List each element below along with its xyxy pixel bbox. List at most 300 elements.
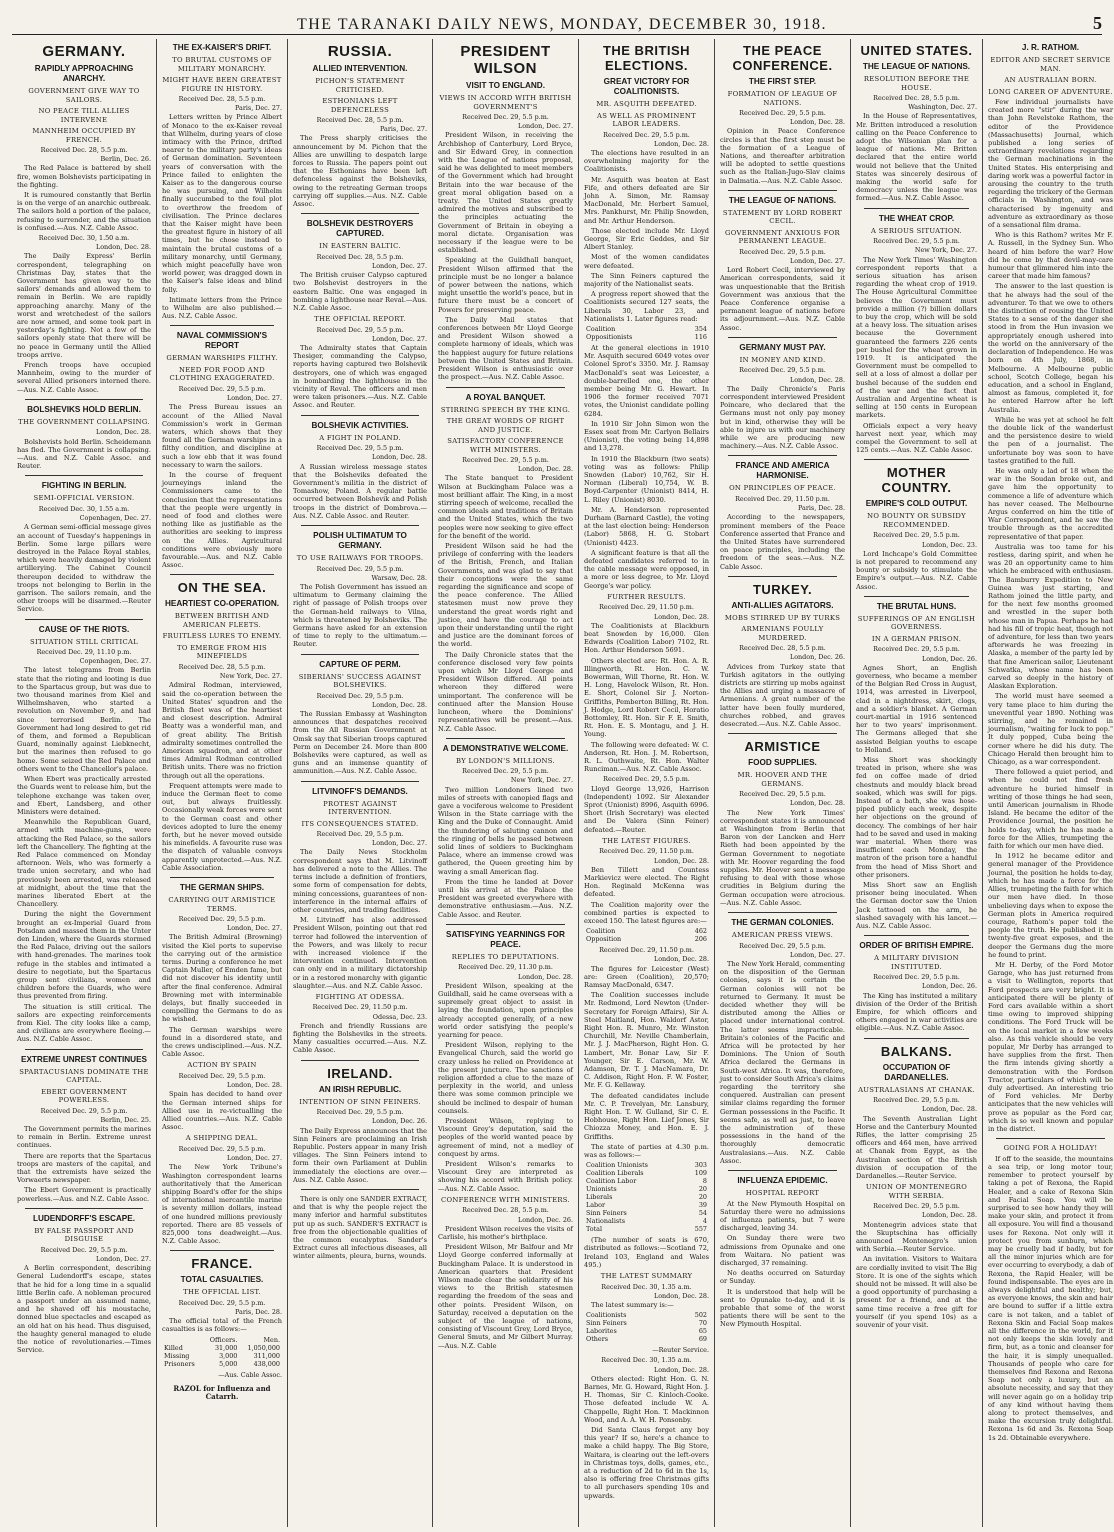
article-paragraph: The Russian Embassy at Washington announces that despatches received from the All Russian Government at Omsk say that Siberian troops captured Perm on December 24. More than 800 Bolsheviks were captured, as well as guns and an immense quantity of ammunition.—Aus. N.Z. Cable Assoc. [293,709,427,776]
figures-table [584,1161,709,1233]
dateline: Received Dec. 29, 5.5 p.m. [40,1245,128,1254]
article-subheading: GOVERNMENT ANXIOUS FOR PERMANENT LEAGUE. [725,228,840,246]
dateline: Received Dec. 29, 5.5 p.m. [873,645,960,654]
article-paragraph: The Sinn Feiners captured the majority of the Nationalist seats. [584,271,709,288]
article-paragraph: In 1910 the Blackburn (two seats) voting was as follows: Philip Snowden (Labor) 10,762, Sir H. Norman (Liberal) 10,754, W. B. Boyd-Carpenter (Unionist) 8414, H. L. Riley (Unionist) 8030. [584,454,709,504]
article-paragraph: The Daily News Stockholm correspondent says that M. Litvinoff has delivered a note to the Allies. The terms include a definition of frontiers, some form of compensation for debts, mining concessions, guarantees of non-interference in the internal affairs of other countries, and trading facilities. [293,848,427,914]
table-header-cell [162,1336,203,1344]
figures-table [584,325,709,341]
table-row [584,1311,709,1319]
article-headline: POLISH ULTIMATUM TO GERMANY. [313,531,407,551]
article-subheading: THE GOVERNMENT COLLAPSING. [18,417,150,426]
article-subheading: AMERICAN PRESS VIEWS. [731,931,834,940]
table-row [584,1201,709,1209]
article-paragraph: A Berlin correspondent, describing General Ludendorff's escape, states that he hid for a long time in a squalid little Berlin cafe. A nobleman procured a passport under an assumed name, and he shaved off his moustache, donned blue spectacles and escaped as an old hat on his head. Thus disguised, the haughty general managed to elude the notice of revolutionaries.—Times Service. [17,1264,151,1355]
section-heading: TURKEY. [752,581,813,597]
placeline: New York, Dec. 27. [914,246,977,255]
article-paragraph: The Seventh Australian Light Horse and the Canterbury Mounted Rifles, the latter comprising 25 officers and 464 men, have arrived at Chanak from Egypt, as the Australian section of the British division of occupation of the Dardanelles.—Reuter Service. [856,1114,977,1180]
placeline: London, Dec. 28. [921,1211,977,1220]
table-cell: Total [586,1225,603,1234]
table-cell: Opposition [586,935,622,944]
article-headline: NAVAL COMMISSION'S REPORT [176,331,268,351]
article-subheading: A MILITARY DIVISION INSTITUTED. [874,954,959,971]
dateline: Received Dec. 28, 5.5 p.m. [316,252,404,261]
article-subheading: EBERT GOVERNMENT POWERLESS. [41,1087,127,1105]
table-cell: 303 [694,1161,707,1170]
article-paragraph: A progress report showed that the Coalitionists secured 127 seats, the Liberals 30, Labor 23, and Nationalists 1. Later figures read: [584,290,709,323]
article-paragraph: If off to the seaside, the mountains a sea trip, or long motor tour, remember to protect yourself by taking a pot of Rexona, the Rapid Healer, and a cake of Rexona Skin and Facial Soap. You will be surprised to see how handy they will make your skin, and protect it from all exposure. You will find a thousand uses for Rexona. Not only will it protect you from sunburn, which may be cruelly bad if badly, but for all the minor injuries which are for ever occurring to everybody, a dab of Rexona, the Rapid Healer, will be found indispensable. The eyes are in always delightful and healthy; but, as everyone knows, the skin and hair are bound to suffer if a little extra care is not taken, and a tablet of Rexona Skin and Facial Soap makes all the difference in the world, for it not only keeps the skin lovely and firm, but, as a tonic and cleanser for the hair, it is simply unequalled. Thousands of people who care for themselves find Rexona and Rexona Soap not only a luxury, but an absolute necessity, and say that they will never again go on a holiday trip of any kind without having them along to protect themselves, and make the excursion truly delightful. Rexona 1s 6d and 3s. Rexona Soap 1s 2d. Obtainable everywhere. [988,1154,1113,1442]
placeline: London, Dec. 27. [226,394,282,403]
dateline: Received Dec. 29, 5.5 p.m. [739,109,826,117]
placeline: New York, Dec. 27. [219,672,282,681]
column-divider-rule [864,935,969,936]
article-paragraph: Did Santa Claus forget any boy this year? If so, here's a chance to make a child happy. The Big Store, Waitara, is clearing out the left-overs in Christmas toys, dolls, games, etc., at a reduction of 2d to 6d in the 1s, also is offering free Christmas gifts to all purchasers spending 10s and upwards. [584,1426,709,1500]
article-paragraph: The Government permits the marines to remain in Berlin. Extreme unrest continues. [17,1125,151,1150]
article-subheading: ON PRINCIPLES OF PEACE. [729,484,836,493]
article-paragraph: President Wilson, replying to the Evangelical Church, said the world go crazy unless he relied on Providence at the present juncture. The sanctions of religion afforded a clue to the maze of perplexity in the world, and unless there was some common principle we should be inclined to despair of human counsels. [438,1041,573,1115]
table-cell: 502 [694,1311,707,1320]
article-paragraph: The New York Times' correspondent states it is announced at Washington from Berlin that Baron von der Lancken and Herr Rieth had been appointed by the German Government to negotiate with Mr. Hoover regarding the food supplies. Mr. Hoover sent a message refusing to deal with those whose crudities in Belgium during the German occupation were atrocious.—Aus. N.Z. Cable Assoc. [720,808,845,907]
placeline: New York, Dec. 27. [510,776,573,785]
table-cell: Killed [164,1343,183,1352]
figures-table [584,1311,709,1343]
section-heading: PRESIDENT WILSON [460,43,551,77]
column-5 [579,39,715,1527]
advertisement-line: RAZOL for Influenza and Catarrh. [173,1383,271,1402]
dateline: Received Dec. 28, 5.5 p.m. [316,116,404,124]
placeline: London, Dec. 28. [371,453,427,462]
article-headline: OCCUPATION OF DARDANELLES. [882,1062,951,1082]
article-headline: VISIT TO ENGLAND. [465,81,545,90]
dateline: Received Dec. 29, 5.5 p.m. [603,130,690,139]
placeline: London, Dec. 28. [226,1081,282,1090]
placeline: London, Dec. 27. [371,839,427,848]
column-divider-rule [728,1170,837,1171]
table-cell: 3,000 [219,1351,238,1360]
column-divider-rule [728,455,837,456]
dateline: Received Dec. 29, 5.5 p.m. [603,775,690,784]
article-headline: ORDER OF BRITISH EMPIRE. [859,941,974,951]
article-paragraph: The Daily Chronicle's Paris correspondent interviewed President Poincare, who declared that the Germans must not only pay money but in kind, otherwise they will be able to injure us with our machinery while we are producing new machinery.—Aus. N.Z. Cable Assoc. [720,384,845,451]
article-paragraph: The world must have seemed a very tame place to him during the uneventful year 1890. Nothing was stirring, and he remained in journalism, "waiting for luck to pop." It duly popped, Cuba being the corner where he did his duty. The Chicago Herald then brought him to Chicago, as a war correspondent. [988,692,1113,767]
article-paragraph: It is understood that help will be sent to Opunake to-day, and it is probable that some of the worst patients there will be sent to the New Plymouth Hospital. [720,1287,845,1329]
dateline: Received Dec. 29, 5.5 p.m. [316,444,404,453]
article-headline: EXTREME UNREST CONTINUES [20,1054,147,1064]
article-paragraph: The latest summary is:— [591,1300,674,1309]
article-paragraph: The Daily Express' Berlin correspondent, telegraphing on Christmas Day, states that the Government has given way to the sailors' demands and allowed them to remain in Berlin. We are rapidly approaching anarchy. Many of the worst and wretchedest of the sailors are now armed, and some took part in yesterday's fighting. Not a few of the sailors openly state that there will be no peace in Germany until the Allied troops arrive. [17,252,151,359]
article-paragraph: The official total of the French casualties is as follows:— [162,1317,282,1334]
table-row [584,1169,709,1177]
article-paragraph: Lloyd George 13,926, Harrison (Independent) 1092. Sir Alexander Sprot (Unionist) 8996, Asquith 6996. Short (Irish Secretary) was elected and De Valera (Sinn Feiner) defeated.—Reuter. [584,784,709,834]
dateline: Received Dec. 28, 5.5 p.m. [462,1206,549,1215]
column-divider-rule [728,190,837,191]
article-subheading: CARRYING OUT ARMISTICE TERMS. [168,896,276,913]
article-paragraph: (The number of seats is 670, distributed as follows:—Scotland 72, Ireland 103, England and Wales 495.) [584,1236,709,1269]
dateline: Received Dec. 29, 5.5 p.m. [178,1071,266,1080]
article-paragraph: The Daily Mail states that conferences between Mr Lloyd George and President Wilson showed a complete harmony of ideals, which was the happiest augury for future relations between the United States and Britain. President Wilson is enthusiastic over the prospect.—Aus. N.Z. Cable Assoc. [438,315,573,382]
dateline: Received Dec. 29, 5.5 p.m. [316,325,404,334]
article-headline: THE GERMAN SHIPS. [179,883,265,893]
article-paragraph: An invitation. Visitors to Waitara are cordially invited to visit The Big Store. It is one of the sights which should not be missed. It will also be a good opportunity of purchasing a present for a friend, and at the same time receive a free gift for yourself (if you spend 10s) as a souvenir of your visit. [856,1255,977,1330]
article-subheading: A SERIOUS SITUATION. [870,226,962,235]
article-headline: GREAT VICTORY FOR COALITIONISTS. [603,77,690,96]
article-subheading: PICHON'S STATEMENT CRITICISED. [315,77,405,94]
table-row [584,1209,709,1217]
article-headline: GERMANY MUST PAY. [739,342,826,352]
column-divider-rule [446,738,565,739]
column-divider-rule [446,387,565,388]
dateline: Received Dec. 30, 1.55 a.m. [38,504,130,513]
dateline: Received Dec. 29, 11.50 p.m. [312,1003,408,1012]
dateline: Received Dec. 29, 5.5 p.m. [316,1108,404,1117]
article-subheading: SIBERIANS' SUCCESS AGAINST BOLSHEVIKS. [298,672,422,690]
dateline: Received Dec. 29, 5.5 p.m. [462,767,549,776]
article-subheading: FRUITLESS LURES TO ENEMY. [162,632,282,641]
article-paragraph: The state of parties at 4.30 p.m. was as follows:— [584,1142,709,1160]
article-subheading: AS WELL AS PROMINENT LABOR LEADERS. [597,111,696,128]
section-heading: GERMANY. [42,43,126,60]
table-cell: 39 [698,1201,707,1210]
article-paragraph: President Wilson, replying to Viscount Grey's deputation, said the peoples of the world wanted peace by agreement of mind, not a medley of conquest by arms. [438,1117,573,1158]
article-subheading: AUSTRALASIANS AT CHANAK. [858,1085,975,1094]
table-cell: 5,000 [219,1359,238,1368]
article-headline: HEARTIEST CO-OPERATION. [164,599,280,609]
column-divider-rule [446,924,565,925]
dateline: Received Dec. 29, 5.5 p.m. [316,830,404,839]
placeline: Berlin, Dec. 25. [100,1115,151,1124]
placeline: —Reuter Service. [652,1346,709,1355]
placeline: Copenhagen, Dec. 27. [79,514,151,523]
placeline: London, Dec. 26. [371,1117,427,1126]
article-subheading: THE GREAT WORDS OF RIGHT AND JUSTICE. [446,417,565,434]
placeline: London, Dec. 26. [921,654,977,663]
article-paragraph: The State banquet to President Wilson at Buckingham Palace was a most brilliant affair. The King, in a most stirring speech of welcome, recalled the common ideals and traditions of Britain and the United States, which the two peoples were now seeking to give effect for the benefit of the world. [438,474,573,540]
article-headline: ANTI-ALLIES AGITATORS. [731,600,834,610]
table-row [162,1352,282,1360]
article-paragraph: Letters written by Prince Albert of Monaco to the ex-Kaiser reveal that Wilhelm, during years of close intimacy with the Prince, drifted nearer to the military party's ideas of German domination. Seventeen years of conversation with the Prince failed to enlighten the Kaiser as to the dangerous course he was pursuing, and Wilhelm finally succumbed to the foul plot to overthrow the freedom of civilisation. The Prince declares that the Kaiser might have been the greatest figure in history of all times, but he chose instead to maintain the brutal customs of a military monarchy, until Germany, which might peacefully have won world power, was dragged down in the Kaiser's false ideas and blind folly. [162,113,282,294]
article-paragraph: Mr. A. Henderson represented Durham (Barnard Castle), the voting at the last election being: Henderson (Labor) 5868, H. G. Stobart (Unionist) 4423. [584,505,709,547]
article-headline: THE GERMAN COLONIES. [731,918,834,928]
dateline: Received Dec. 29, 5.5 p.m. [316,564,404,573]
article-paragraph: French troops have occupied Mannheim, owing to the murder of several Allied prisoners interned there.—Aus. N.Z. Cable Assoc. [17,361,151,394]
placeline: London, Dec. 27. [226,924,282,933]
placeline: Washington, Dec. 27. [908,103,977,112]
article-subheading: THE LATEST SUMMARY [600,1272,693,1281]
placeline: London, Dec. 26. [921,982,977,991]
article-paragraph: Intimate letters from the Prince to Wilhelm are also published.—Aus. N.Z. Cable Assoc. [162,295,282,321]
column-7 [851,39,983,1527]
column-3 [288,39,433,1527]
placeline: London, Dec. 28. [789,118,845,127]
placeline: —Aus. Cable Assoc. [218,1370,282,1379]
section-heading: FRANCE. [191,1256,253,1272]
article-headline: THE EX-KAISER'S DRIFT. [172,43,272,52]
article-paragraph: The Daily Chronicle states that the conference disclosed very few points upon which Mr Lloyd George and President Wilson differed. All points whereon they differed were unimportant. The conference will be continued after the Mansion House luncheon, where the Dominions' representatives will be present.—Aus. N.Z. Cable Assoc. [438,650,573,733]
article-paragraph: The Coalition majority over the combined parties is expected to exceed 150. The latest figures are:— [584,900,709,925]
article-subheading: SITUATION STILL CRITICAL [30,637,138,646]
columns-container [12,39,1113,1527]
table-cell: Nationalists [586,1217,626,1226]
article-paragraph: Opinion in Peace Conference circles is that the first step must be the formation of a League of Nations, and thereafter arbitration will be adopted to settle questions such as the Italian-Jugo-Slav claims in Dalmatia.—Aus. N.Z. Cable Assoc. [720,127,845,185]
article-subheading: MANNHEIM OCCUPIED BY FRENCH. [32,127,136,144]
column-divider-rule [728,576,837,577]
column-divider-rule [864,459,969,460]
table-cell: Coalition Labor [586,1177,637,1186]
article-paragraph: The Red Palace is battered by shell fire, women Bolshevists participating in the fighting. [17,164,151,189]
masthead-title: THE TARANAKI DAILY NEWS, MONDAY, DECEMBER 30, 1918. [296,16,828,33]
article-headline: CAUSE OF THE RIOTS. [38,624,130,634]
table-cell: Missing [164,1351,190,1360]
article-paragraph: In 1910 Sir John Simon won the Essex seat from Mr. Carlyon Bellairs (Unionist), the voting being 14,898 and 13,278. [584,419,709,453]
placeline: London, Dec. 28. [517,465,573,474]
article-paragraph: The Coalitionists at Blackburn beat Snowden by 16,000. Glen Edwards (Coalition Labor) 7102, Rt. Hon. Arthur Henderson 5691. [584,621,709,655]
dateline: Received Dec. 30, 1.35 a.m. [601,1356,692,1365]
article-headline: TOTAL CASUALTIES. [180,1275,264,1285]
table-cell: Prisoners [164,1359,195,1368]
table-row [584,333,709,341]
table-cell: 116 [694,332,707,341]
table-row [584,1193,709,1201]
placeline: London, Dec. 28. [921,1105,977,1114]
article-subheading: SPARTACUSIANS DOMINATE THE CAPITAL. [19,1067,149,1085]
article-paragraph: French and friendly Russians are fighting the Bolsheviks in the streets. Many casualties occurred.—Aus. N.Z. Cable Assoc. [293,1021,427,1055]
article-paragraph: According to the newspapers, prominent members of the Peace Conference asserted that France and the United States have surrendered on peace principles, including the freedom of the seas.—Aus. N.Z. Cable Assoc. [720,513,845,571]
placeline: London, Dec. 27. [517,122,573,131]
placeline: London, Dec. 28. [653,612,709,621]
placeline: London, Dec. 28. [653,139,709,148]
dateline: Received Dec. 29, 11.50 p.m. [735,494,830,503]
article-headline: LUDENDORFF'S ESCAPE. [32,1213,136,1223]
article-paragraph: The Coalition successes include Mr. Redmond, Lord Newton (Under-Secretary for Foreign Affairs), Sir A. Steel Maitland, Hon. Waldorf Astor, Right Hon. R. Munro, Mr. Winston Churchill, Mr. Neville Chamberlain, Mr. J. J. MacPherson, Right Hon. G. Lambert, Mr. Bonar Law, Sir F. Younger, Sir E. Carson, Mr. W. Adamson, Dr. T. J. MacNamara, Dr. C. Addison, Right Hon. F. W. Foster, Mr. F. G. Kellaway. [584,991,709,1090]
dateline: Received Dec. 28, 5.5 p.m. [739,644,826,653]
column-divider-rule [301,415,419,416]
column-divider-rule [25,399,143,400]
dateline: Received Dec. 29, 5.5 p.m. [873,1096,960,1105]
table-cell: 206 [694,935,707,944]
article-paragraph: Speaking at the Guildhall banquet, President Wilson affirmed that the principle must be no longer a balance of power between the nations, which might unsettle the world's peace, but in future there must be a concert of Powers for preserving peace. [438,256,573,314]
placeline: Paris, Dec. 27. [380,125,427,134]
article-paragraph: Officials expect a very heavy harvest next year, which may compel the Government to sell at 125 cents.—Aus. N.Z. Cable Assoc. [856,421,977,455]
section-heading: ON THE SEA. [177,580,267,596]
dateline: Received Dec. 29, 5.5 p.m. [40,1106,128,1115]
article-headline: THE LEAGUE OF NATIONS. [862,62,971,71]
placeline: London, Dec. 27. [371,334,427,343]
article-subheading: TO BRUTAL CUSTOMS OF MILITARY MONARCHY. [172,56,272,73]
article-paragraph: The Polish Government has issued an ultimatum to Germany claiming the right of passage of Polish troops over the German-held railways to Vilna, which is threatened by Bolsheviks. The Germans have asked for an extension of time to reply to the ultimatum.—Reuter. [293,582,427,649]
table-row [584,1217,709,1225]
article-subheading: PROTEST AGAINST INTERVENTION. [323,799,397,817]
column-divider-rule [301,654,419,655]
placeline: London, Dec. 28. [517,972,573,981]
dateline: Received Dec. 29, 5.5 p.m. [873,973,960,982]
table-row [584,927,709,935]
placeline: Paris, Dec. 28. [235,1308,282,1317]
article-paragraph: President Wilson's remarks to Viscount Grey are interpreted as showing his accord with British policy.—Aus. N.Z. Cable Assoc. [438,1160,573,1193]
article-paragraph: The answer to the last question is that he always had the soul of the adventurer. To that we owe to others the distinction of rousing the United States to a sense of the danger she stood in from the Hun invasion we appropriately enough ushered into the world on the anniversary of the declaration of Independence. He was born on 4th July, 1868, in Melbourne. A Melbourne public school, Scotch College, began his education, and a school in England, almost as famous, completed it, for he entered Harrow after he left Australia. [988,282,1113,414]
figures-table [584,927,709,943]
article-headline: BOLSHEVIK ACTIVITIES. [311,420,409,430]
table-cell: 4 [702,1217,707,1226]
article-subheading: FIGHTING AT ODESSA. [315,992,405,1001]
article-paragraph: He was only a lad of 18 when the war in the Soudan broke out, and gave him the opportunity to commence a life of adventure which has never ceased. The Melbourne Argus conferred on him the title of War Correspondent, and he saw the trouble through as the accredited representative of that paper. [988,466,1113,541]
column-divider-rule [864,596,969,597]
article-subheading: IN EASTERN BALTIC. [319,242,401,251]
dateline: Received Dec. 29, 5.5 p.m. [462,456,549,464]
table-row [584,1185,709,1193]
article-subheading: CONFERENCE WITH MINISTERS. [441,1195,570,1204]
table-cell: Coalition Unionists [586,1161,648,1170]
article-paragraph: President Wilson, in receiving the Archbishop of Canterbury, Lord Bryce, and Sir Edward Grey, in connection with the League of nations proposal, said he was delighted to meet members of the Government which had brought Britain into the war because of the great moral obligation based on a treaty. The United States greatly admired the motives and subscribed to the principles actuating the Government of Britain in obeying a moral dictate. Organisation was necessary if the league were to be established. [438,131,573,255]
article-headline: A DEMONSTRATIVE WELCOME. [442,743,569,753]
table-row [584,1225,709,1233]
placeline: London, Dec. 27. [95,1255,151,1264]
article-subheading: TO USE RAILWAYS FOR TROOPS. [296,554,424,563]
column-divider-rule [728,337,837,338]
dateline: Received Dec. 29, 5.5 p.m. [178,1144,266,1153]
article-subheading: TO EMERGE FROM HIS MINEFIELDS [176,643,267,661]
placeline: London, Dec. 28. [653,1365,709,1374]
table-cell: 31,000 [214,1343,238,1352]
table-cell: Sinn Feiners [586,1319,627,1328]
article-subheading: VIEWS IN ACCORD WITH BRITISH GOVERNMENT'S [439,94,572,111]
dateline: Received Dec. 29, 5.5 p.m. [873,1202,960,1211]
table-row [162,1344,282,1352]
article-paragraph: Mr H. Derby, of the Ford Motor Garage, who has just returned from a visit to Wellington, reports that Ford prospects are very bright. It is anticipated there will be plenty of Ford cars available within a short time owing to improved shipping conditions. The Ford Truck will be on the local market in a few weeks also. As this vehicle should be very popular, Mr Derby has arranged to have supplies from the first. Then the firm intends giving shortly a demonstration with the Fordson Tractor, particulars of which will be duly advertised. An interesting trio of Ford vehicles. Mr Derby anticipates that the new vehicles will prove as popular as the Ford car, which is so well known and popular in the district. [988,960,1113,1133]
section-heading: ARMISTICE [744,739,821,755]
table-cell: 8 [702,1177,707,1186]
article-subheading: GOING FOR A HOLIDAY! [1003,1144,1098,1153]
table-row [584,1177,709,1185]
column-divider-rule [170,325,274,326]
article-headline: INFLUENZA EPIDEMIC. [737,1176,828,1186]
article-subheading: EDITOR AND SECRET SERVICE MAN. [990,56,1111,73]
dateline: Received Dec. 29, 11.50 p.m. [599,946,694,955]
article-paragraph: Ben Tillett and Countess Markievicz were elected. The Right Hon. Reginald McKenna was defeated. [584,865,709,899]
table-cell: 1,050,000 [247,1343,280,1352]
article-subheading: ITS CONSEQUENCES STATED. [301,819,419,828]
article-paragraph: It is rumoured constantly that Berlin is on the verge of an anarchic outbreak. The sailors hold a portion of the palace, refusing to surrender, and the situation is confused.—Aus. N.Z. Cable Assoc. [17,191,151,232]
table-cell: 354 [694,324,707,333]
table-cell: Sinn Feiners [586,1209,627,1218]
table-cell: Oppositionists [586,332,633,341]
article-paragraph: In 1912 he became editor and general manager of the Providence Journal, the position he holds to-day, which he has made a force for the Allies, trumpeting the faith for which our men have died. In those unbelieving days when to expose the German plots in America required courage, Rathom's paper told the people the truth. He published it in twenty-five great exposes, and the deeper the Germans dug the more he found to print. [988,852,1113,959]
placeline: London, Dec. 28. [789,799,845,808]
page-number: 5 [1093,13,1102,33]
table-row [584,325,709,333]
dateline: Received Dec. 29, 11.50 p.m. [599,847,694,856]
placeline: London, Dec. 28. [95,243,151,252]
article-paragraph: Australia was too tame for his restless, daring spirit, and when he was 20 an opportunity came to him which he embraced with enthusiasm. The Bamburry Expedition to New Guinea was just starting, and Rathom joined the little party, and for the next few months groomed and wrestled in the super both whose man in Papua. Perhaps he had had his fill of tropic heat, though not of adventure, for less than two years afterwards he was freezing in Alaska, a member of the party led by that fine American sailor, Lieutenant Schwatka, whose name has been carved so deeply in the history of Alaskan Exploration. [988,542,1113,691]
dateline: Received Dec. 29, 11.30 p.m. [458,963,553,972]
article-paragraph: Mr. Asquith was beaten at East Fife, and others defeated are Sir John A. Simon, Mr. Ramsay MacDonald, Mr. Herbert Samuel, Mrs. Pankhurst, Mr. Philip Snowden, and Mr. Arthur Henderson. [584,175,709,225]
article-headline: THE FIRST STEP. [748,77,817,86]
table-cell: Others [586,1335,609,1344]
article-headline: RAPIDLY APPROACHING ANARCHY. [34,64,134,83]
dateline: Received Dec. 28, 5.5 p.m. [873,94,960,102]
article-paragraph: Few individual journalists have created more "stir" during the war than John Revelstoke Rathom, the editor of the Providence (Massachusetts) Journal, which published a long series of extraordinary revelations regarding the German machinations in the United States. His enterprising and daring work was a powerful factor in arousing the country to the truth regarding the trickery of the German officials in Washington, and was characterised by ingenuity and adventure as extraordinary as those of a sensational film drama. [988,98,1113,230]
dateline: Received Dec. 29, 5.5 p.m. [739,247,826,256]
article-paragraph: The defeated candidates include Mr. C. P. Trevelyan, Mr. Lansbury, Right Hon. T. W. Gulland, Sir C. E. Hobhouse, Right Hon. Lief Jones, Sir Chiozza Money, and Hon. E. J. Griffiths. [584,1091,709,1141]
article-paragraph: The British Admiral (Browning) visited the Kiel ports to supervise the carrying out of the armistice terms. During a conference he met Captain Muller, of Emden fame, but did not discover his identity until after the final conference. Admiral Browning met with interminable delays, but finally succeeded in compelling the Germans to do as he wished. [162,933,282,1024]
article-paragraph: A Russian wireless message states that the Bolsheviks defeated the Government's militia in the district of Tomashow, Poland. A regular battle occurred between Bolshevik and Polish troops in the district of Dombrova.—Aus. N.Z. Cable Assoc. and Reuter. [293,462,427,520]
article-subheading: RESOLUTION BEFORE THE HOUSE. [863,75,970,92]
section-heading: IRELAND. [327,1065,393,1081]
article-paragraph: In the House of Representatives, Mr. Britten introduced a resolution calling on the Peace Conference to adopt the Wilsonian plan for a league of nations. Mr. Britten declared that the entire world would not believe that the United States was sincerely desirous of making the world safe for democracy unless the league was formed.—Aus. N.Z. Cable Assoc. [856,112,977,203]
placeline: Paris, Dec. 28. [798,504,845,513]
article-headline: FIGHTING IN BERLIN. [41,481,127,491]
article-paragraph: The Ebert Government is practically powerless.—Aus. and N.Z. Cable Assoc. [17,1186,151,1203]
article-paragraph: Advices from Turkey state that Turkish agitators in the outlying districts are stirring up mobs against the Allies and urging a massacre of Armenians. A great number of the latter have been foully murdered, churches robbed, and graves desecrated.—Aus. N.Z. Cable Assoc. [720,662,845,729]
article-paragraph: The situation is still critical. The sailors are expecting reinforcements from Kiel. The city looks like a camp, and civilians are everywhere fleeing.—Aus. N.Z. Cable Assoc. [17,1002,151,1044]
dateline: Received Dec. 29, 5.5 p.m. [739,790,826,799]
dateline: Received Dec. 30, 1.50 a.m. [38,234,130,243]
article-headline: FRANCE AND AMERICA HARMONISE. [735,461,830,481]
article-subheading: ESTHONIANS LEFT DEFENCELESS [322,97,398,114]
table-row [162,1360,282,1368]
article-subheading: BY FALSE PASSPORT AND DISGUISE [34,1226,134,1244]
article-paragraph: Others elected: Right Hon. G. N. Barnes, Mr. G. Howard, Right Hon. J. H. Thomas, Sir C. Kinloch-Cooke. Those defeated include W. A. Chappelle, Right Hon. T. Mackinnon Wood, and A. A. W. H. Ponsonby. [584,1374,709,1424]
table-header-cell: Officers. [209,1335,238,1344]
article-paragraph: Most of the women candidates were defeated. [584,253,709,270]
article-subheading: BETWEEN BRITISH AND AMERICAN FLEETS. [174,612,270,629]
article-subheading: HOSPITAL REPORT [745,1189,820,1198]
column-8 [983,39,1114,1527]
article-headline: THE BRUTAL HUNS. [876,601,957,611]
column-divider-rule [728,912,837,913]
placeline: London, Dec. 27. [371,261,427,270]
article-headline: A ROYAL BANQUET. [465,392,546,402]
table-cell: Laborites [586,1327,617,1336]
article-subheading: MOBS STIRRED UP BY TURKS [724,613,841,622]
article-subheading: THE LATEST FIGURES. [602,836,691,845]
placeline: London, Dec. 27. [789,950,845,959]
dateline: Received Dec. 28, 5.5 p.m. [178,95,266,103]
article-subheading: GOVERNMENT GIVE WAY TO SAILORS. [28,87,140,104]
article-paragraph: At the New Plymouth Hospital on Saturday there were no admissions of influenza patients, but 7 were discharged, leaving 34. [720,1199,845,1233]
table-cell: Coalition [586,927,616,936]
masthead [12,8,1102,35]
article-paragraph: President Wilson said he had the privilege of conferring with the leaders of the British, French, and Italian Governments, and was glad to say that their conceptions were the same regarding the significance and scope of the peace conference. The Allied statesmen must now prove they understand the great words right and justice, and have the courage to act upon their understanding until the right and justice are the dominant forces of the world. [438,542,573,649]
article-paragraph: When Ebert was practically arrested the Guards went to release him, but the telephone exchange was taken over, and Ebert, Landsberg, and other Ministers were detained. [17,775,151,816]
article-paragraph: The Press Bureau issues an account of the Allied Naval Commission's work in German waters, which shows that they found all the German warships in a filthy condition, and discipline at such a low ebb that it was found necessary to warn the sailors. [162,403,282,469]
article-paragraph: There followed a quiet period, and when he could not find fresh adventure he buried himself in writing of those things he had seen, until American journalism in Rhode Island. He became the editor of the Providence Journal, the position he holds to-day, which he has made a force for the Allies, trumpeting the faith for which our men have died. [988,768,1113,851]
placeline: London, Dec. 28. [95,428,151,437]
dateline: Received Dec. 28, 5.5 p.m. [40,146,128,154]
article-paragraph: At the general elections in 1910 Mr. Asquith secured 6049 votes over Colonel Sprot's 3350. Mr. J. Ramsay MacDonald's seat was Leicester, a double-barrelled one, the other member being Mr. G. Hewart. In 1906 the former received 7071 votes, the Unionist candidate polling 6284. [584,343,709,418]
placeline: Berlin, Dec. 26. [100,155,151,164]
article-paragraph: While he was yet at school he felt the double lick of the wanderlust and the persistence desire to wield the pen of a journalist. The unfortunate boy was soon to have tastes gratified to the full. [988,415,1113,465]
article-headline: LITVINOFF'S DEMANDS. [312,786,408,796]
article-subheading: ARMENIANS FOULLY MURDERED. [741,625,824,642]
table-cell: Coalitionists [586,1311,627,1320]
article-paragraph: The German warships were found in a disordered state, and the crews undisciplined.—Aus. N.Z. Cable Assoc. [162,1025,282,1059]
placeline: London, Dec. 27. [789,257,845,266]
article-subheading: STIRRING SPEECH BY THE KING. [440,405,571,414]
article-paragraph: The British cruiser Calypso captured two Bolshevist destroyers in the eastern Baltic. One was engaged in bombing a lighthouse near Reval.—Aus. N.Z. Cable Assoc. [293,271,427,312]
table-cell: 462 [694,927,707,936]
article-subheading: INTENTION OF SINN FEINERS. [299,1097,421,1106]
section-heading: THE PEACE CONFERENCE. [732,43,833,73]
column-divider-rule [25,1208,143,1209]
dateline: Received Dec. 28, 5.5 p.m. [178,662,266,671]
article-headline: AN IRISH REPUBLIC. [318,1084,402,1094]
table-row [584,1327,709,1335]
table-row [584,935,709,943]
table-cell: Coalition [586,324,616,333]
column-divider-rule [301,213,419,214]
article-paragraph: Others elected are: Rt. Hon. A. R. Illingworth, Rt. Hon. C. W. Bowerman, Will Thorne, Rt. Hon. W. H. Long, Havelock Wilson, Rt. Hon. E. Short, Colonel Sir J. Norton-Griffiths, Pemberton Billing, Rt. Hon. J. Hodge, Lord Robert Cecil, Horatio Bottomley, Rt. Hon. Sir F. E. Smith, Rt. Hon. E. S. Montagu, and J. H. Young. [584,656,709,739]
article-subheading: UNION OF MONTENEGRO WITH SERBIA. [865,1183,968,1200]
